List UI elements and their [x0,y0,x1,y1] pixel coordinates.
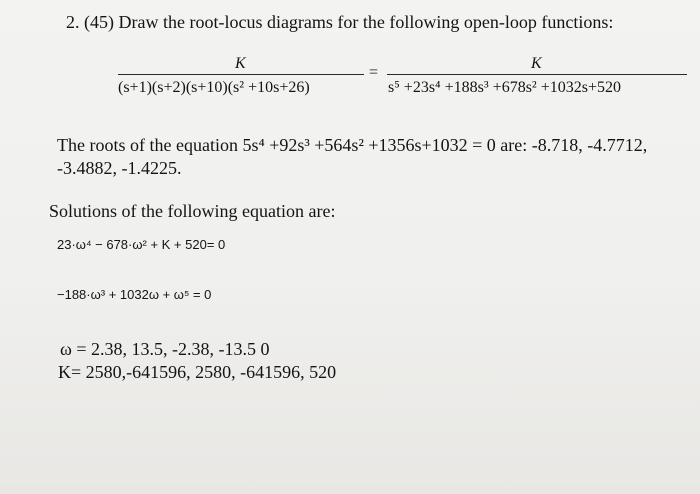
equation-real-part: 23·ω⁴ − 678·ω² + K + 520= 0 [57,237,226,252]
omega-solutions: ω = 2.38, 13.5, -2.38, -13.5 0 [60,339,270,359]
denominator-right: s⁵ +23s⁴ +188s³ +678s² +1032s+520 [388,79,621,96]
roots-text-line1: The roots of the equation 5s⁴ +92s³ +564s² +1356s+1032 = 0 are: -8.718, -4.7712, [57,135,648,155]
numerator-right: K [531,55,542,72]
gain-solutions: K= 2580,-641596, 2580, -641596, 520 [58,362,337,382]
solutions-heading: Solutions of the following equation are: [49,201,336,221]
fraction-bar-left [118,74,364,75]
denominator-left: (s+1)(s+2)(s+10)(s² +10s+26) [118,79,310,96]
problem-heading: 2. (45) Draw the root-locus diagrams for the following open-loop functions: [66,12,614,32]
fraction-bar-right [387,74,687,75]
equation-imaginary-part: −188·ω³ + 1032ω + ω⁵ = 0 [57,287,212,302]
numerator-left: K [235,55,246,72]
roots-text-line2: -3.4882, -1.4225. [57,158,182,178]
equals-sign: = [369,64,379,81]
